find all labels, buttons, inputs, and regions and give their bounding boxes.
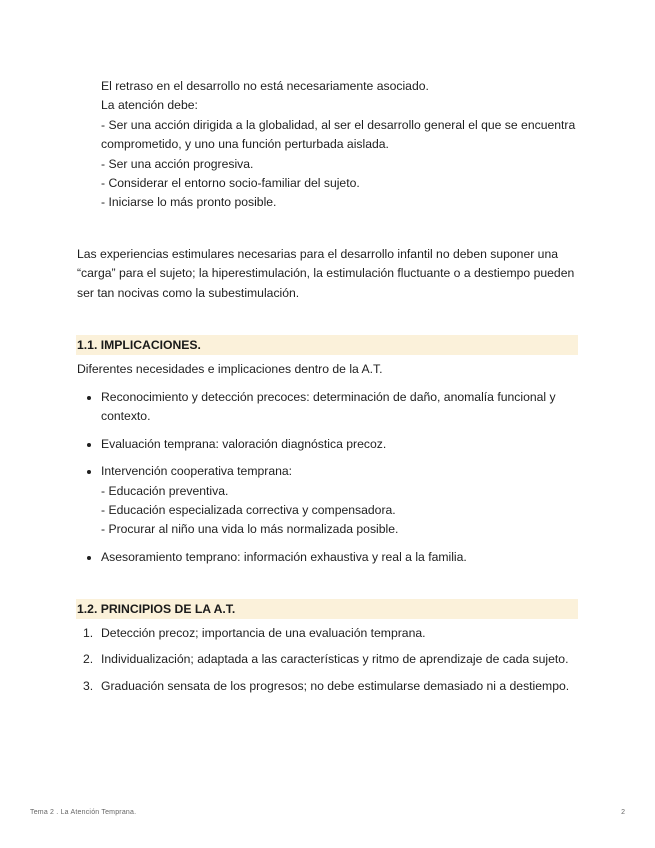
implicaciones-list (101, 388, 577, 575)
body-paragraph: Las experiencias estimulares necesarias para el desarrollo infantil no deben suponer una “carga” para el sujeto; la hiperestimulación, la estimulación fluctuante o a destiempo pueden ser tan nocivas como la subestimulación. (77, 247, 575, 300)
footer-title: Tema 2 . La Atención Temprana. (30, 809, 137, 816)
item-number: 3. (83, 678, 94, 693)
bullet-icon (87, 443, 91, 447)
bullet-icon (87, 470, 91, 474)
indented-line: - Considerar el entorno socio-familiar del sujeto. (101, 176, 360, 191)
indented-line: La atención debe: (101, 98, 198, 113)
item-text: Graduación sensata de los progresos; no debe estimularse demasiado ni a destiempo. (101, 678, 570, 693)
section-heading-implicaciones: 1.1. IMPLICACIONES. (76, 335, 578, 355)
page-number: 2 (621, 809, 625, 816)
list-item (101, 462, 577, 540)
section-heading-principios: 1.2. PRINCIPIOS DE LA A.T. (76, 599, 578, 619)
indented-line: - Iniciarse lo más pronto posible. (101, 195, 277, 210)
numbered-item (83, 677, 577, 696)
list-item (101, 388, 577, 427)
list-item-text: Asesoramiento temprano: información exhaustiva y real a la familia. (101, 549, 467, 564)
list-subitem: - Procurar al niño una vida lo más normalizada posible. (101, 522, 399, 537)
numbered-item (83, 624, 577, 643)
section-intro: Diferentes necesidades e implicaciones dentro de la A.T. (77, 362, 383, 376)
item-text: Detección precoz; importancia de una evaluación temprana. (101, 626, 426, 640)
list-item-text: Evaluación temprana: valoración diagnóstica precoz. (101, 436, 387, 451)
list-subitem: - Educación especializada correctiva y compensadora. (101, 503, 396, 518)
list-item-text: Intervención cooperativa temprana: (101, 464, 293, 479)
indented-line: - Ser una acción dirigida a la globalidad, al ser el desarrollo general el que se encuentra comprometido, y uno una función perturbada aislada. (101, 117, 576, 152)
item-text: Individualización; adaptada a las características y ritmo de aprendizaje de cada sujeto. (101, 652, 569, 667)
item-number: 1. (83, 626, 94, 640)
item-number: 2. (83, 652, 94, 667)
list-item (101, 435, 577, 454)
principios-list (83, 624, 577, 703)
list-item (101, 548, 577, 567)
bullet-icon (87, 556, 91, 560)
list-item-text: Reconocimiento y detección precoces: determinación de daño, anomalía funcional y contexto. (101, 390, 556, 424)
numbered-item (83, 650, 577, 669)
indented-line: - Ser una acción progresiva. (101, 156, 254, 171)
indented-line: El retraso en el desarrollo no está necesariamente asociado. (101, 79, 429, 93)
list-subitem: - Educación preventiva. (101, 483, 229, 498)
bullet-icon (87, 396, 91, 400)
indented-block (101, 77, 579, 213)
